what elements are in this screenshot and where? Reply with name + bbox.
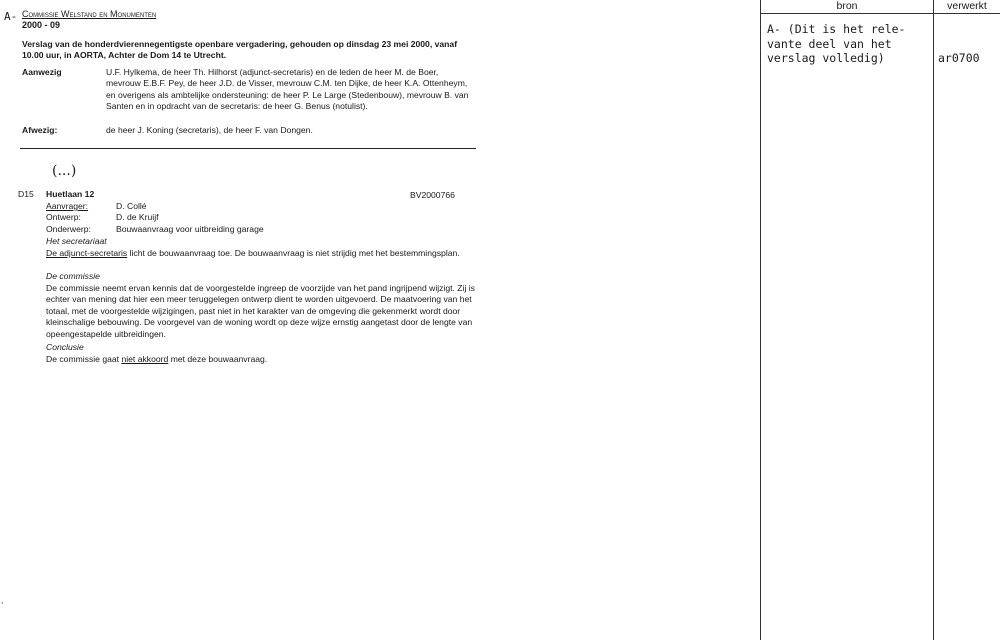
margin-marker: A- — [4, 10, 18, 23]
column-header-verwerkt: verwerkt — [947, 0, 987, 12]
present-text: U.F. Hylkema, de heer Th. Hilhorst (adjunct-secretaris) en de leden de heer M. de Boer, mevrouw E.B.F. Pey, de heer J.D. de Visser, mevrouw C.M. ten Dijke, de heer K.A. Ottenheym, en overigens als ambtelijke ondersteuning: de heer P. Le Large (Stedenbouw), mevrouw B. van Santen en in opdracht van de secretaris: de heer G. Benus (notulist). — [106, 67, 469, 112]
subject-value: Bouwaanvraag voor uitbreiding garage — [116, 224, 264, 234]
applicant-value: D. Collé — [116, 201, 147, 211]
item-reference: BV2000766 — [410, 190, 455, 200]
table-header-rule — [760, 13, 1000, 14]
subject-label: Onderwerp: — [46, 224, 91, 234]
intro-paragraph: Verslag van de honderdvierennegentigste openbare vergadering, gehouden op dinsdag 23 mei 2000, vanaf 10.00 uur, in AORTA, Achter de Dom 14 te Utrecht. — [22, 39, 458, 61]
conclusion-heading: Conclusie — [46, 342, 84, 352]
document-code: 2000 - 09 — [22, 20, 61, 30]
absent-text: de heer J. Koning (secretaris), de heer F. van Dongen. — [106, 125, 313, 135]
table-column-divider — [933, 0, 934, 640]
separator-line — [20, 148, 476, 149]
secretariat-text: licht de bouwaanvraag toe. De bouwaanvraag is niet strijdig met het bestemmingsplan. — [129, 248, 460, 258]
conclusion-pre: De commissie gaat — [46, 354, 120, 364]
conclusion-paragraph — [46, 354, 267, 365]
absent-label: Afwezig: — [22, 125, 58, 135]
conclusion-post: met deze bouwaanvraag. — [170, 354, 268, 364]
item-address: Huetlaan 12 — [46, 189, 95, 199]
verwerkt-reference: ar0700 — [938, 51, 980, 65]
design-value: D. de Kruijf — [116, 212, 159, 222]
conclusion-emph: niet akkoord — [121, 354, 169, 364]
stray-mark: , — [1, 596, 4, 605]
bron-note: A- (Dit is het rele- vante deel van het verslag volledig) — [767, 22, 906, 65]
present-label: Aanwezig — [22, 67, 62, 77]
secretariat-paragraph — [46, 248, 482, 259]
item-number: D15 — [18, 189, 34, 199]
applicant-label: Aanvrager: — [46, 201, 89, 211]
commission-heading: De commissie — [46, 271, 100, 281]
design-label: Ontwerp: — [46, 212, 81, 222]
omission-mark: (...) — [52, 163, 77, 179]
secretariat-heading: Het secretariaat — [46, 236, 107, 246]
column-header-bron: bron — [836, 0, 858, 12]
table-left-border — [760, 0, 761, 640]
secretariat-lead: De adjunct-secretaris — [46, 248, 128, 258]
commission-text: De commissie neemt ervan kennis dat de voorgestelde ingreep de voorzijde van het pand ingrijpend wijzigt. Zij is echter van mening dat hier een meer teruggelegen ontwerp dient te worden uitgevoerd. De maatvoering van het totaal, met de voorgestelde wijzigingen, past niet in het karakter van de omgeving die gekenmerkt wordt door kleinschalige bebouwing. De voorgevel van de woning wordt op deze wijze ernstig aangetast door de lengte van opeengestapelde uitbreidingen. — [46, 283, 475, 339]
organization-title: Commissie Welstand en Monumenten — [22, 9, 157, 19]
